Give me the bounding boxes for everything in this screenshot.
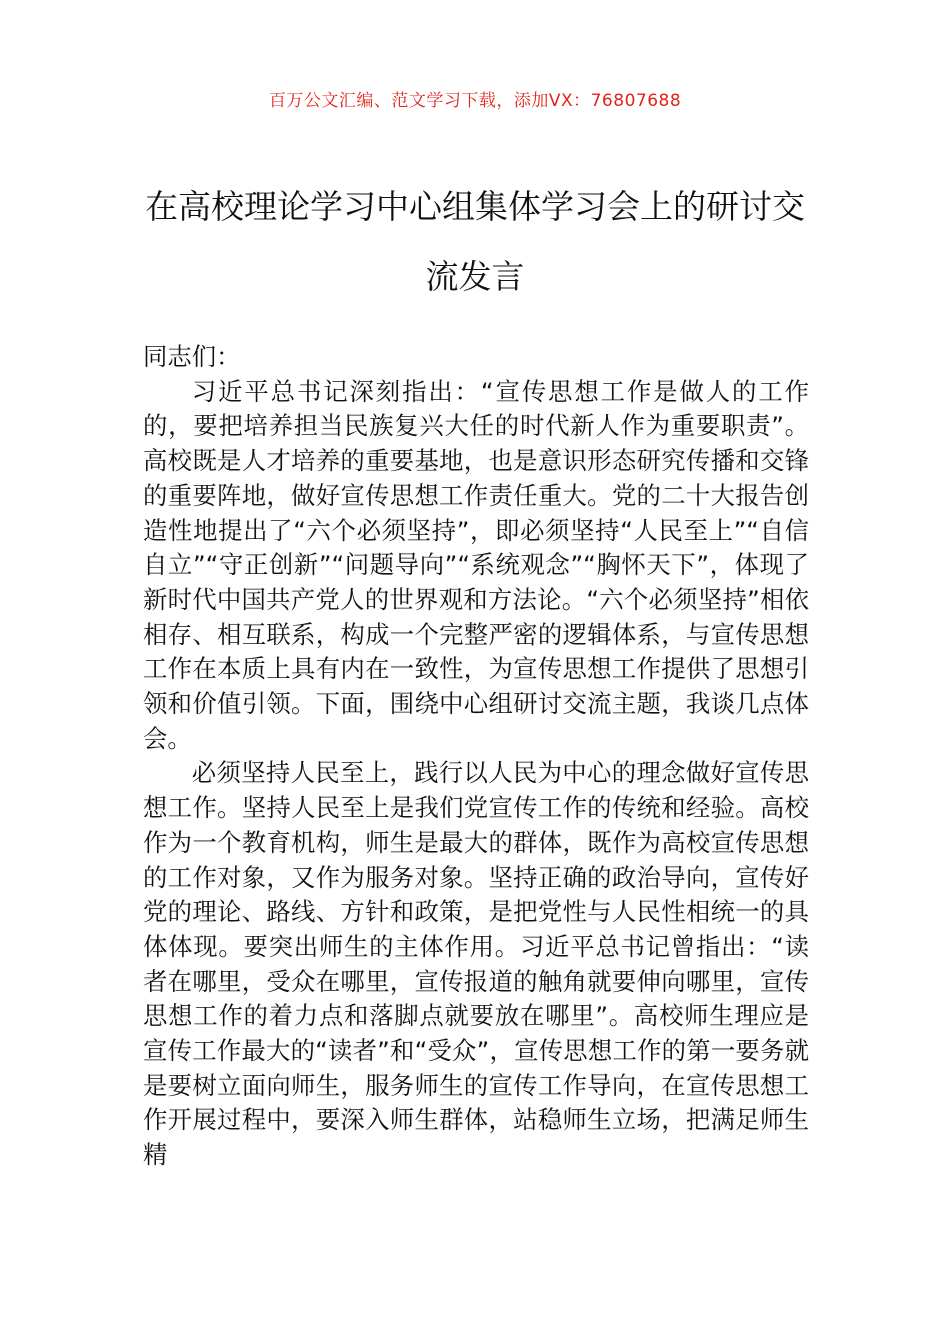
- header-watermark-note: 百万公文汇编、范文学习下载，添加VX：76807688: [268, 91, 682, 111]
- paragraph-1: 习近平总书记深刻指出：“宣传思想工作是做人的工作的，要把培养担当民族复兴大任的时代新人作为重要职责”。高校既是人才培养的重要基地，也是意识形态研究传播和交锋的重要阵地，做好宣传思想工作责任重大。党的二十大报告创造性地提出了“六个必须坚持”，即必须坚持“人民至上”“自信自立”“守正创新”“问题导向”“系统观念”“胸怀天下”，体现了新时代中国共产党人的世界观和方法论。“六个必须坚持”相依相存、相互联系，构成一个完整严密的逻辑体系，与宣传思想工作在本质上具有内在一致性，为宣传思想工作提供了思想引领和价值引领。下面，围绕中心组研讨交流主题，我谈几点体会。: [143, 376, 809, 753]
- paragraph-2: 必须坚持人民至上，践行以人民为中心的理念做好宣传思想工作。坚持人民至上是我们党宣传工作的传统和经验。高校作为一个教育机构，师生是最大的群体，既作为高校宣传思想的工作对象，又作为服务对象。坚持正确的政治导向，宣传好党的理论、路线、方针和政策，是把党性与人民性相统一的具体体现。要突出师生的主体作用。习近平总书记曾指出：“读者在哪里，受众在哪里，宣传报道的触角就要伸向哪里，宣传思想工作的着力点和落脚点就要放在哪里”。高校师生理应是宣传工作最大的“读者”和“受众”，宣传思想工作的第一要务就是要树立面向师生，服务师生的宣传工作导向，在宣传思想工作开展过程中，要深入师生群体，站稳师生立场，把满足师生精: [143, 758, 809, 1170]
- document-title: 在高校理论学习中心组集体学习会上的研讨交流发言: [145, 187, 805, 296]
- document-body: [143, 340, 809, 1173]
- salutation: 同志们：: [143, 342, 241, 371]
